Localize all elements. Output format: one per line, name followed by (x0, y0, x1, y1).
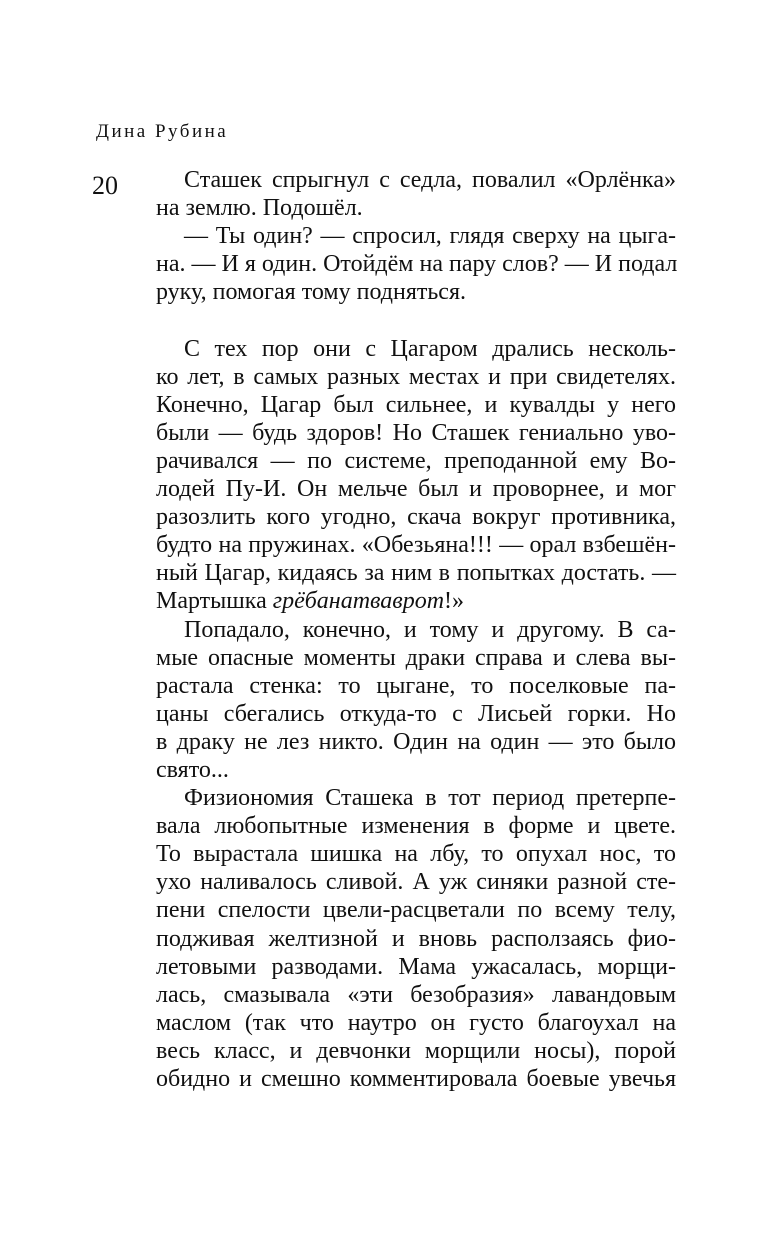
text-line: вала любопытные изменения в форме и цвете. (156, 813, 676, 840)
text-line: разозлить кого угодно, скача вокруг противника, (156, 504, 676, 531)
text-line (156, 587, 676, 615)
text-line: Конечно, Цагар был сильнее, и кувалды у него (156, 391, 676, 418)
text-line: То вырастала шишка на лбу, то опухал нос, то (156, 841, 676, 868)
text-line: будто на пружинах. «Обезьяна!!! — орал взбешён- (156, 532, 676, 559)
text-line: обидно и смешно комментировала боевые увечья (156, 1066, 676, 1092)
text-line: летовыми разводами. Мама ужасалась, морщи- (156, 953, 676, 980)
italic-word: грёбанатваврот (272, 588, 445, 615)
text-line: цаны сбегались откуда-то с Лисьей горки. Но (156, 700, 676, 727)
text-line: Физиономия Сташека в тот период претерпе- (184, 785, 676, 812)
section-break (156, 306, 676, 334)
text-line: были — будь здоров! Но Сташек гениально уво- (156, 419, 676, 446)
text-line: лодей Пу-И. Он мельче был и проворнее, и мог (156, 476, 676, 503)
text-line: на. — И я один. Отойдём на пару слов? — И подал (156, 251, 678, 278)
text-line: весь класс, и девчонки морщили носы), порой (156, 1037, 676, 1064)
text-line: руку, помогая тому подняться. (156, 279, 466, 306)
text-segment: Мартышка (156, 588, 273, 615)
text-line: свято... (156, 756, 229, 783)
text-line: — Ты один? — спросил, глядя сверху на цыга- (184, 223, 676, 250)
text-line: лась, смазывала «эти безобразия» лавандовым (156, 981, 676, 1008)
page-number: 20 (92, 171, 118, 200)
text-segment: !» (444, 588, 465, 615)
running-head-author: Дина Рубина (96, 121, 229, 142)
text-line: ко лет, в самых разных местах и при свидетелях. (156, 363, 676, 390)
text-line: ный Цагар, кидаясь за ним в попытках достать. — (156, 560, 676, 587)
text-line: в драку не лез никто. Один на один — это было (156, 728, 676, 755)
text-line: мые опасные моменты драки справа и слева вы- (156, 644, 676, 671)
text-line: ухо наливалось сливой. А уж синяки разной сте- (156, 869, 676, 896)
text-line: Сташек спрыгнул с седла, повалил «Орлёнка» (184, 167, 676, 193)
text-line: С тех пор они с Цагаром дрались несколь- (184, 335, 676, 362)
text-line: пени спелости цвели-расцветали по всему телу, (156, 897, 676, 924)
text-line: растала стенка: то цыгане, то поселковые па- (156, 672, 676, 699)
text-line: на землю. Подошёл. (156, 195, 363, 222)
text-line: подживая желтизной и вновь расползаясь фио- (156, 925, 676, 952)
text-line: Попадало, конечно, и тому и другому. В са- (184, 616, 676, 643)
body-text (156, 166, 676, 1093)
text-line: рачивался — по системе, преподанной ему Во- (156, 447, 676, 474)
text-line: маслом (так что наутро он густо благоухал на (156, 1009, 676, 1036)
